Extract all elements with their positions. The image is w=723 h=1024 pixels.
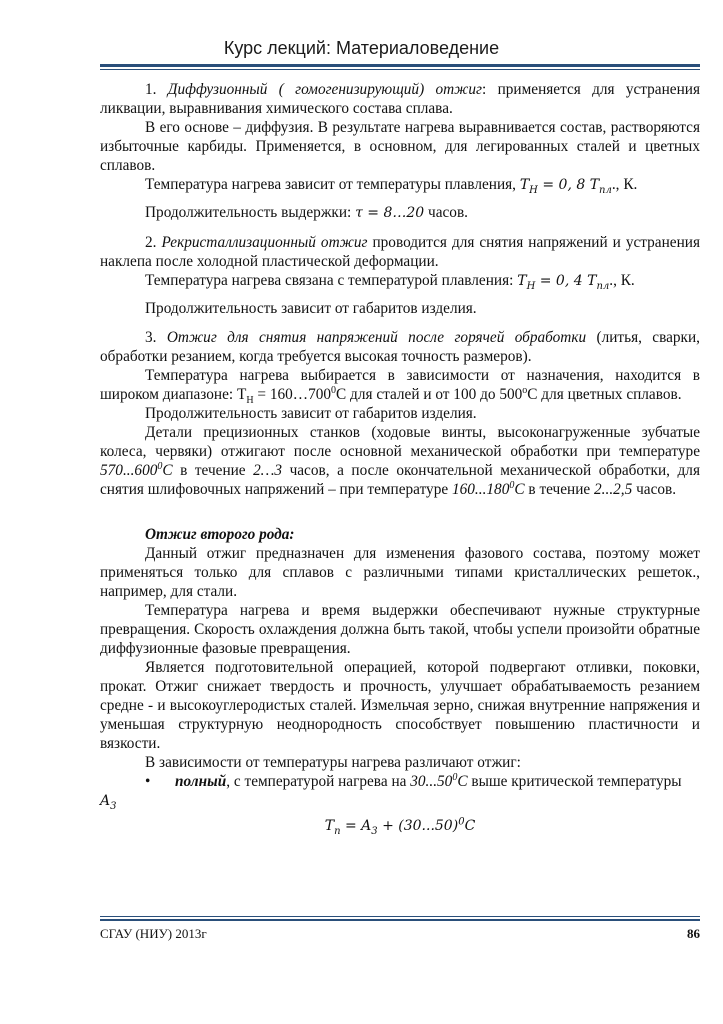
section-1-intro: 1. Диффузионный ( гомогенизирующий) отжиг: применяется для устранения ликвации, выравнивания химического состава сплава. <box>100 81 700 117</box>
header-divider-thin <box>100 69 700 70</box>
document-body <box>100 80 700 836</box>
page-title: Курс лекций: Материаловедение <box>223 38 500 58</box>
section-1-duration: Продолжительность выдержки: τ = 8…20 часов. <box>145 204 468 221</box>
footer-source: СГАУ (НИУ) 2013г <box>100 926 207 941</box>
section-3-intro: 3. Отжиг для снятия напряжений после горячей обработки (литья, сварки, обработки резанием, когда требуется высокая точность размеров). <box>100 329 700 365</box>
list-item-full-anneal: • полный, с температурой нагрева на 30...50$^0$C выше критической температуры <box>145 771 682 790</box>
bullet-icon: • <box>145 773 151 790</box>
section-4-p3: Является подготовительной операцией, которой подвергают отливки, поковки, прокат. Отжиг снижает твердость и прочность, улучшает обрабатываемость резанием средне - и высокоуглеродистых сталей. Измельчая зерно, снижая внутренние напряжения и уменьшая структурную неоднородность способствует повышению пластичности и вязкости. <box>100 659 700 752</box>
section-2-intro: 2. Рекристаллизационный отжиг проводится для снятия напряжений и устранения наклепа после холодной пластической деформации. <box>100 234 700 270</box>
header-divider <box>100 64 700 67</box>
footer-divider <box>100 916 700 917</box>
page-number: 86 <box>687 926 700 941</box>
section-4-p2: Температура нагрева и время выдержки обеспечивают нужные структурные превращения. Скорость охлаждения должна быть такой, чтобы успели произойти обратные диффузионные фазовые превращения. <box>100 602 700 657</box>
section-1-title: Диффузионный ( гомогенизирующий) отжиг <box>167 81 483 98</box>
section-4-p1: Данный отжиг предназначен для изменения фазового состава, поэтому может применяться только для сплавов с различными типами кристаллических решеток., например, для стали. <box>100 545 700 600</box>
section-2-duration: Продолжительность зависит от габаритов изделия. <box>145 300 477 317</box>
full-anneal-formula: $T_п = A_3 + (30...50)^0C$ <box>324 816 476 837</box>
critical-temp-label: $A_3$ <box>100 793 117 812</box>
duration-formula: τ = 8…20 <box>355 205 425 221</box>
section-3-temp: Температура нагрева выбирается в зависимости от назначения, находится в широком диапазоне: $T_Н$ = $160\dots 700^0С$ для сталей и от 100 до $500^оС$ для цветных сплавов. <box>100 367 700 407</box>
section-1-temp: Температура нагрева зависит от температуры плавления, $T_Н = 0$, 8 $T_{пл}$., К. <box>145 176 638 196</box>
section-3-precision-parts: Детали прецизионных станков (ходовые винты, высоконагруженные зубчатые колеса, червяки) отжигают после основной механической обработки при температуре 570...600$^0$C в течение 2…3 часов, а после окончательной механической обработки, для снятия шлифовочных напряжений – при температуре 160...180$^0$C в течение 2...2,5 часов. <box>100 424 700 498</box>
section-2-title: Рекристаллизационный отжиг <box>161 234 368 251</box>
section-4-heading: Отжиг второго рода: <box>145 526 295 543</box>
section-2-temp: Температура нагрева связана с температурой плавления: $T_Н = 0$, 4 $T_{пл}$., К. <box>145 272 635 292</box>
footer-divider-thick <box>100 919 700 921</box>
section-1-basis: В его основе – диффузия. В результате нагрева выравнивается состав, растворяются избыточные карбиды. Применяется, в основном, для легированных сталей и цветных сплавов. <box>100 119 700 174</box>
section-3-title: Отжиг для снятия напряжений после горячей обработки <box>166 329 587 346</box>
section-4-p4: В зависимости от температуры нагрева различают отжиг: <box>145 754 521 771</box>
section-3-duration: Продолжительность зависит от габаритов изделия. <box>145 405 477 422</box>
